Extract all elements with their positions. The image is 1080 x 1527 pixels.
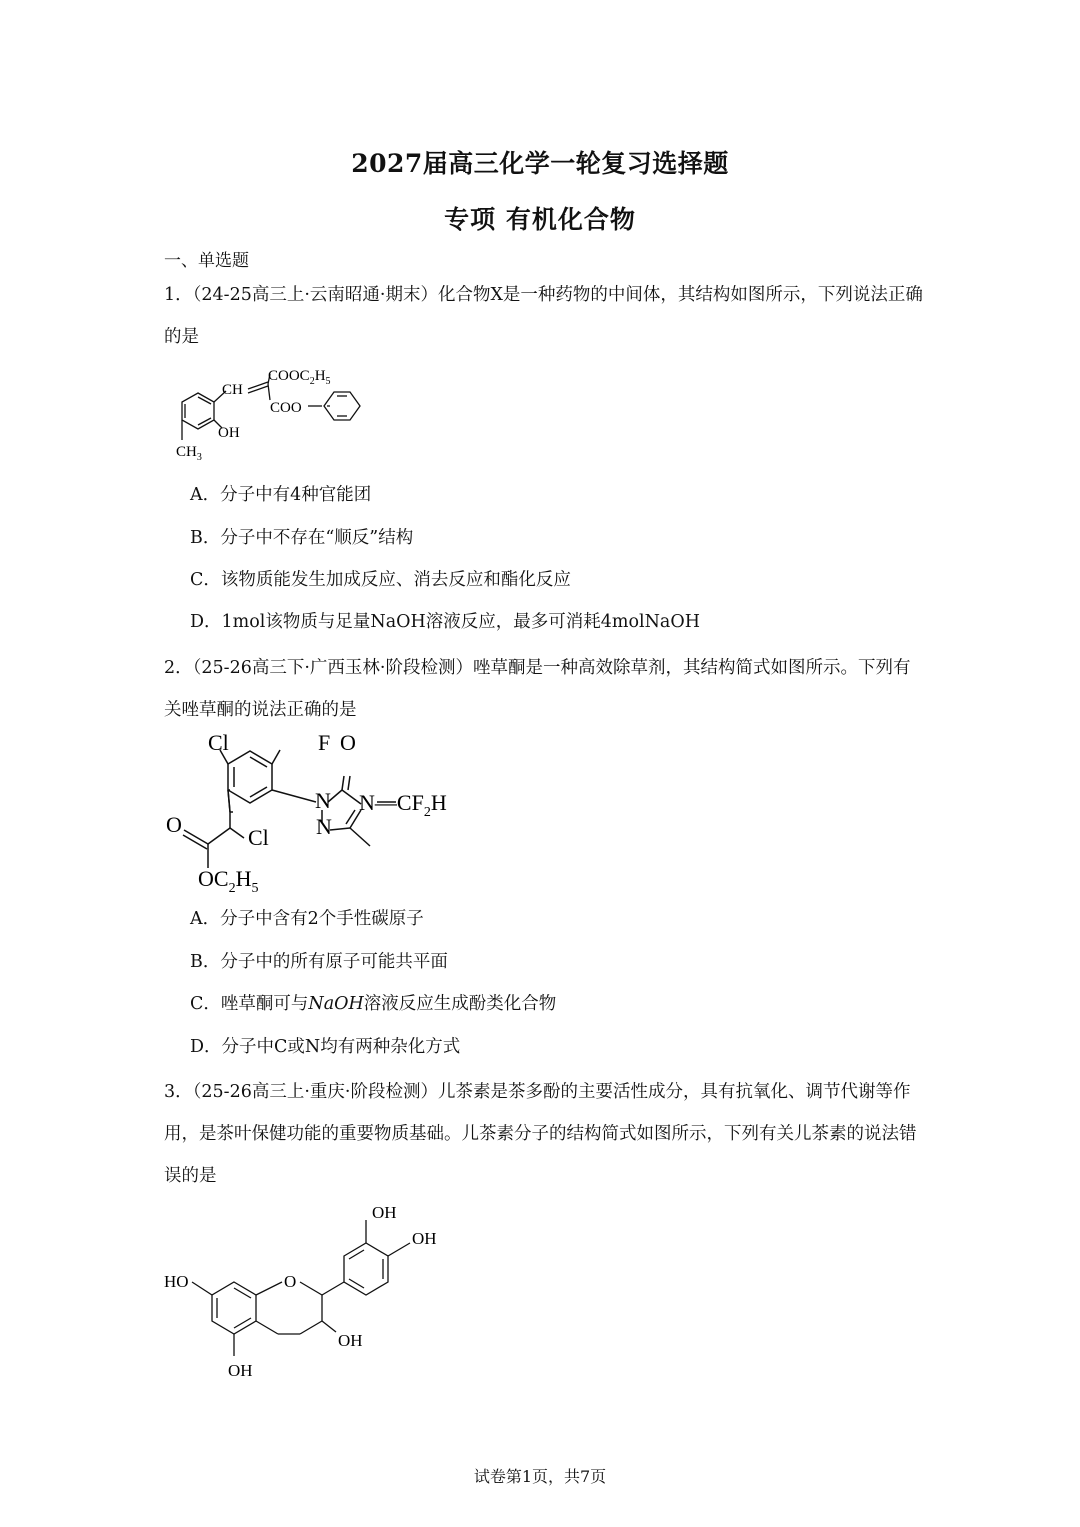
q3-ring-o-label: O <box>284 1272 297 1291</box>
q2-cl-chain-label: Cl <box>248 825 269 850</box>
q2-cl-top-label: Cl <box>208 730 229 755</box>
question-3-stem: 3．（25-26高三上·重庆·阶段检测）儿茶素是茶多酚的主要活性成分，具有抗氧化、调节代谢等作用，是茶叶保健功能的重要物质基础。儿茶素分子的结构简式如图所示，下列有关儿茶素的说法错误的是 <box>164 1082 917 1186</box>
q1-option-d[interactable]: D．1mol该物质与足量NaOH溶液反应，最多可消耗4molNaOH <box>190 612 700 632</box>
q2-n4-label: N <box>359 790 375 815</box>
q3-oh-right-label: OH <box>412 1229 437 1248</box>
q2-option-c[interactable]: C．唑草酮可与NaOH溶液反应生成酚类化合物 <box>190 994 557 1014</box>
section-heading: 一、单选题 <box>164 251 249 271</box>
page-footer: 试卷第1页，共7页 <box>473 1467 607 1486</box>
q1-cooc-label: COOC <box>268 368 310 384</box>
q1-ch3-label: CH <box>176 444 197 460</box>
naoh-formula: NaOH <box>308 994 364 1014</box>
page-subtitle: 专项 有机化合物 <box>444 205 636 234</box>
q1-option-a[interactable]: A．分子中有4种官能团 <box>190 485 372 505</box>
q1-oh-label: OH <box>218 425 240 441</box>
question-1-structure <box>160 362 390 466</box>
q2-option-b[interactable]: B．分子中的所有原子可能共平面 <box>190 952 448 972</box>
q3-oh-top-label: OH <box>372 1203 397 1222</box>
q2-o-ketone-label: O <box>340 730 356 755</box>
q2-n1-label: N <box>315 788 331 813</box>
page-title: 2027届高三化学一轮复习选择题 <box>351 149 729 178</box>
q2-n2-label: N <box>316 814 332 839</box>
question-1-stem: 1．（24-25高三上·云南昭通·期末）化合物X是一种药物的中间体，其结构如图所示，下列说法正确的是 <box>164 285 923 347</box>
question-3-structure <box>160 1190 460 1390</box>
question-2-structure <box>160 728 470 894</box>
svg-text:COOC2H5: $COOC_2H_5$ <box>268 368 331 387</box>
svg-text:N—CF2H: $N—CF_2H$ <box>359 790 447 820</box>
q3-oh-bottom-label: OH <box>228 1361 253 1380</box>
q2-o-ester-label: O <box>166 812 182 837</box>
q1-coo-label: COO <box>270 400 302 416</box>
q1-option-b[interactable]: B．分子中不存在“顺反”结构 <box>190 528 414 548</box>
q2-option-d[interactable]: D．分子中C或N均有两种杂化方式 <box>190 1037 461 1057</box>
svg-text:OC2H5: $OC_2H_5$ <box>198 866 259 894</box>
q3-oh-c3-label: OH <box>338 1331 363 1350</box>
q1-option-c[interactable]: C．该物质能发生加成反应、消去反应和酯化反应 <box>190 570 571 590</box>
q3-ho-left-label: HO <box>164 1272 189 1291</box>
q2-oc2h5-label: OC <box>198 866 229 891</box>
q1-ch-label: CH <box>222 382 243 398</box>
q2-option-a[interactable]: A．分子中含有2个手性碳原子 <box>190 909 424 929</box>
svg-text:CH3: $CH_3$ <box>176 444 202 463</box>
q2-f-label: F <box>318 730 331 755</box>
question-2-stem: 2．（25-26高三下·广西玉林·阶段检测）唑草酮是一种高效除草剂，其结构简式如图所示。下列有关唑草酮的说法正确的是 <box>164 658 911 720</box>
